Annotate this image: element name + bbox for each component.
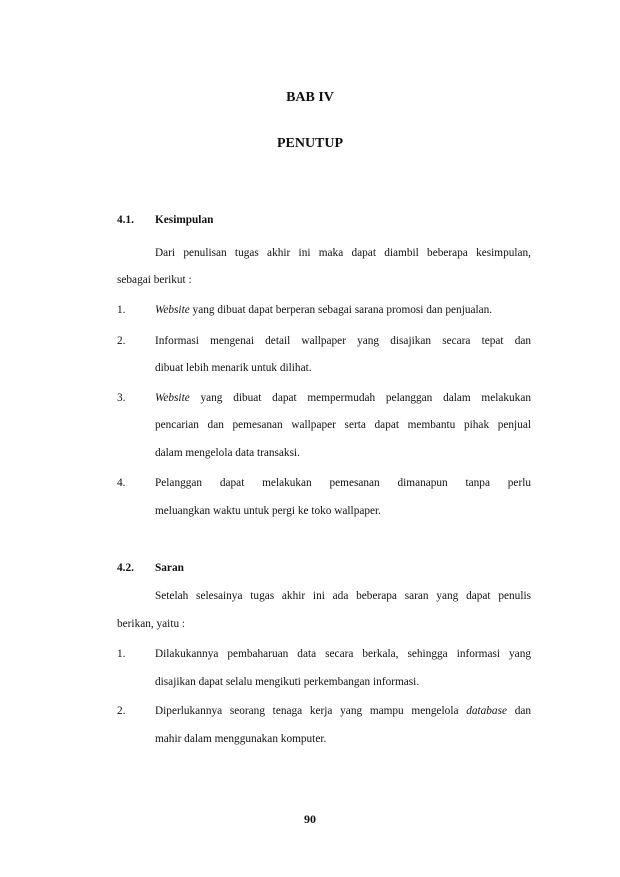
section-title: Kesimpulan [155,214,214,226]
section-intro-line: Dari penulisan tugas akhir ini maka dapat diambil beberapa kesimpulan, [155,247,531,259]
list-number: 1. [117,304,126,316]
list-number: 2. [117,335,126,347]
list-item-line: Diperlukannya seorang tenaga kerja yang mampu mengelola [155,705,467,717]
list-number: 1. [117,648,126,660]
list-number: 4. [117,477,126,489]
list-item-line: meluangkan waktu untuk pergi ke toko wallpaper. [155,505,381,517]
section-intro-line: sebagai berikut : [117,274,192,286]
emphasis-text: Website [155,304,190,316]
list-item-line: yang dibuat dapat berperan sebagai sarana promosi dan penjualan. [189,304,493,316]
emphasis-text: Website [155,392,190,404]
section-title: Saran [155,562,184,574]
list-item-line: pencarian dan pemesanan wallpaper serta dapat membantu pihak penjual [155,419,531,431]
chapter-title: PENUTUP [276,136,344,151]
list-item-text [155,304,492,316]
list-number: 2. [117,705,126,717]
section-intro-line: Setelah selesainya tugas akhir ini ada beberapa saran yang dapat penulis [155,590,531,602]
list-item-text [155,392,531,404]
list-item-line: Pelanggan dapat melakukan pemesanan dimanapun tanpa perlu [155,477,531,489]
list-item-text [155,705,531,717]
list-item-line: dalam mengelola data transaksi. [155,447,300,459]
list-item-line: Dilakukannya pembaharuan data secara berkala, sehingga informasi yang [155,648,531,660]
chapter-label: BAB IV [286,90,334,105]
list-item-line: dan [506,705,532,717]
list-item-line: mahir dalam menggunakan komputer. [155,733,327,745]
emphasis-text: database [466,705,507,717]
list-item-line: dibuat lebih menarik untuk dilihat. [155,362,312,374]
list-item-line: Informasi mengenai detail wallpaper yang disajikan secara tepat dan [155,335,531,347]
list-item-line: yang dibuat dapat mempermudah pelanggan dalam melakukan [189,392,531,404]
page-number: 90 [304,812,316,826]
list-item-line: disajikan dapat selalu mengikuti perkembangan informasi. [155,676,420,688]
list-number: 3. [117,392,126,404]
section-number: 4.2. [117,562,134,574]
section-number: 4.1. [117,214,134,226]
section-intro-line: berikan, yaitu : [117,618,186,630]
